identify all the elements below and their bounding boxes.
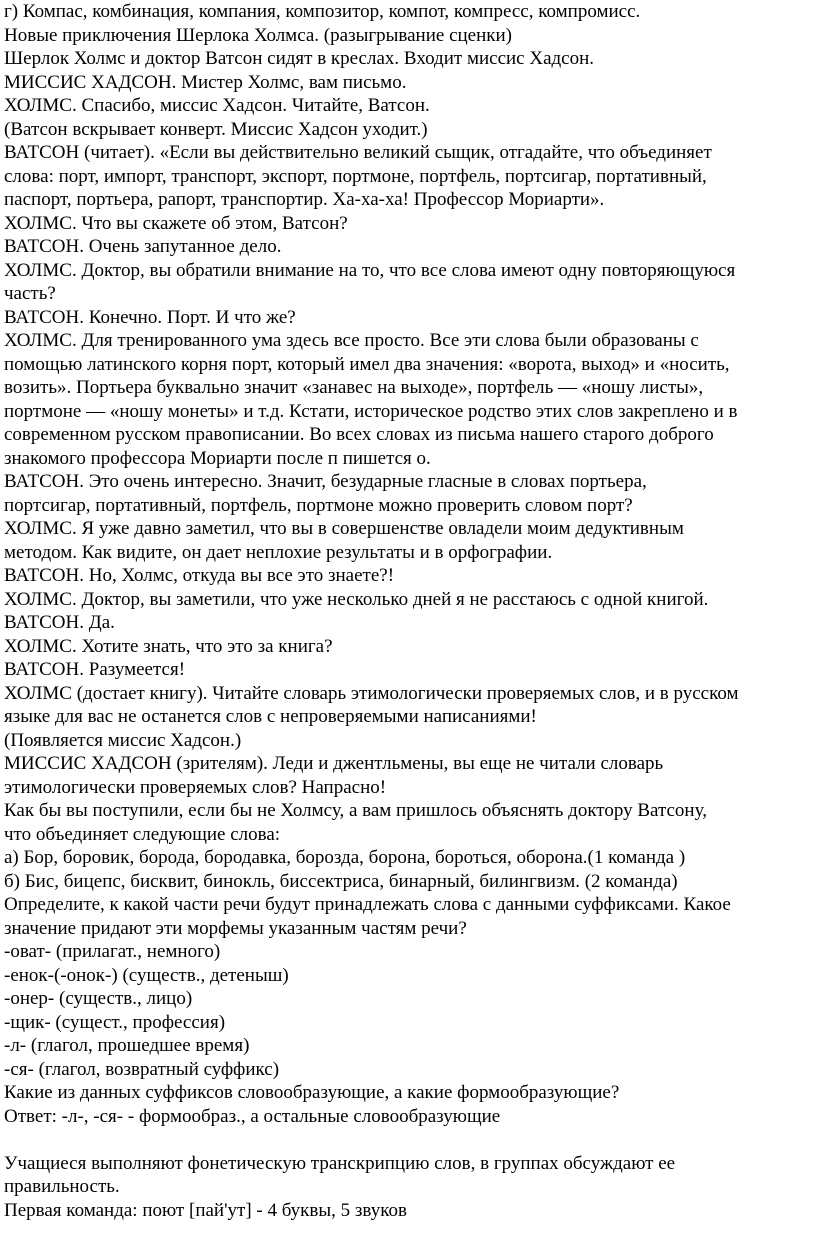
document-body <box>4 0 814 1222</box>
text-line: этимологически проверяемых слов? Напрасно! <box>4 776 387 798</box>
suffix-item: -оват- (прилагат., немного) <box>4 941 221 962</box>
suffix-item: -щик- (сущест., профессия) <box>4 1011 226 1033</box>
text-line: портмоне — «ношу монеты» и т.д. Кстати, историческое родство этих слов закреплено и в <box>4 400 738 422</box>
text-line: (Ватсон вскрывает конверт. Миссис Хадсон уходит.) <box>4 118 428 140</box>
text-line: языке для вас не останется слов с непроверяемыми написаниями! <box>4 706 537 727</box>
text-line: ХОЛМС. Что вы скажете об этом, Ватсон? <box>4 212 348 234</box>
blank-line <box>4 1128 814 1152</box>
text-line: ВАТСОН. Но, Холмс, откуда вы все это знаете?! <box>4 565 395 586</box>
suffix-item: -л- (глагол, прошедшее время) <box>4 1035 250 1056</box>
text-line: ВАТСОН. Очень запутанное дело. <box>4 236 282 257</box>
text-line: часть? <box>4 283 56 304</box>
text-line: МИССИС ХАДСОН. Мистер Холмс, вам письмо. <box>4 71 407 93</box>
text-line: Определите, к какой части речи будут принадлежать слова с данными суффиксами. Какое <box>4 894 731 915</box>
text-line: Первая команда: поют [пай'ут] - 4 буквы, 5 звуков <box>4 1199 407 1221</box>
text-line: возить». Портьера буквально значит «занавес на выходе», портфель — «ношу листы», <box>4 377 704 398</box>
text-line: ВАТСОН. Это очень интересно. Значит, безударные гласные в словах портьера, <box>4 471 647 492</box>
text-line: МИССИС ХАДСОН (зрителям). Леди и джентльмены, вы еще не читали словарь <box>4 753 664 774</box>
text-line: ХОЛМС. Доктор, вы обратили внимание на то, что все слова имеют одну повторяющуюся <box>4 259 736 281</box>
text-line: ХОЛМС. Спасибо, миссис Хадсон. Читайте, Ватсон. <box>4 95 430 116</box>
text-line: знакомого профессора Мориарти после п пишется о. <box>4 447 431 469</box>
text-line: ВАТСОН. Разумеется! <box>4 659 186 680</box>
text-line: портсигар, портативный, портфель, портмоне можно проверить словом порт? <box>4 494 633 516</box>
text-line: ВАТСОН (читает). «Если вы действительно великий сыщик, отгадайте, что объединяет <box>4 142 712 163</box>
text-line: (Появляется миссис Хадсон.) <box>4 729 242 751</box>
text-line: правильность. <box>4 1176 120 1197</box>
text-line: слова: порт, импорт, транспорт, экспорт, портмоне, портфель, портсигар, портативный, <box>4 165 707 187</box>
text-line: помощью латинского корня порт, который имел два значения: «ворота, выход» и «носить, <box>4 353 730 375</box>
text-line: а) Бор, боровик, борода, бородавка, борозда, борона, бороться, оборона.(1 команда ) <box>4 847 686 868</box>
text-line: ХОЛМС. Хотите знать, что это за книга? <box>4 635 333 657</box>
text-line: ХОЛМС. Доктор, вы заметили, что уже несколько дней я не расстаюсь с одной книгой. <box>4 588 709 610</box>
text-line: ВАТСОН. Да. <box>4 612 115 633</box>
text-line: методом. Как видите, он дает неплохие результаты и в орфографии. <box>4 541 553 563</box>
text-line: значение придают эти морфемы указанным частям речи? <box>4 917 467 939</box>
text-line: Учащиеся выполняют фонетическую транскрипцию слов, в группах обсуждают ее <box>4 1152 676 1174</box>
text-line: ХОЛМС. Я уже давно заметил, что вы в совершенстве овладели моим дедуктивным <box>4 518 684 539</box>
text-line: ХОЛМС. Для тренированного ума здесь все просто. Все эти слова были образованы с <box>4 330 699 351</box>
text-line: Какие из данных суффиксов словообразующие, а какие формообразующие? <box>4 1082 620 1103</box>
text-line: ВАТСОН. Конечно. Порт. И что же? <box>4 306 296 328</box>
text-line: паспорт, портьера, рапорт, транспортир. Ха-ха-ха! Профессор Мориарти». <box>4 189 605 210</box>
scene-title: Новые приключения Шерлока Холмса. (разыгрывание сценки) <box>4 24 512 46</box>
text-line: современном русском правописании. Во всех словах из письма нашего старого доброго <box>4 424 714 445</box>
suffix-item: -онер- (существ., лицо) <box>4 988 193 1009</box>
suffix-item: -ся- (глагол, возвратный суффикс) <box>4 1058 280 1080</box>
text-line: б) Бис, бицепс, бисквит, бинокль, биссектриса, бинарный, билингвизм. (2 команда) <box>4 870 678 892</box>
text-line: Шерлок Холмс и доктор Ватсон сидят в креслах. Входит миссис Хадсон. <box>4 48 595 69</box>
answer-line: Ответ: -л-, -ся- - формообраз., а остальные словообразующие <box>4 1105 501 1127</box>
text-line: Как бы вы поступили, если бы не Холмсу, а вам пришлось объяснять доктору Ватсону, <box>4 800 707 821</box>
suffix-item: -енок-(-онок-) (существ., детеныш) <box>4 964 289 986</box>
text-line: что объединяет следующие слова: <box>4 823 281 845</box>
text-line: ХОЛМС (достает книгу). Читайте словарь этимологически проверяемых слов, и в русском <box>4 682 739 704</box>
text-line: г) Компас, комбинация, компания, композитор, компот, компресс, компромисс. <box>4 1 641 22</box>
